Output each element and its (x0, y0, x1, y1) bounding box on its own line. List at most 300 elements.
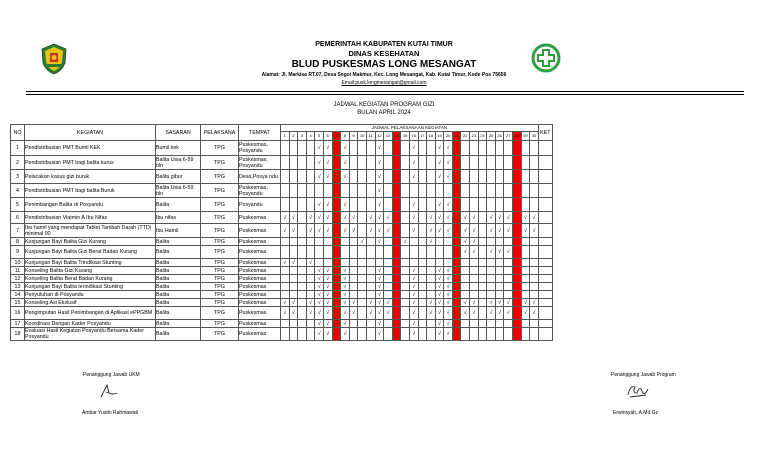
day-cell (384, 275, 393, 283)
table-row (11, 328, 553, 341)
row-tempat: Puskesmas (239, 246, 281, 259)
day-cell (444, 259, 453, 267)
day-cell (298, 212, 307, 224)
day-cell (384, 267, 393, 275)
day-cell (349, 156, 358, 170)
row-kegiatan: Kunjungan Bayi Balita Gizi Kurang (25, 238, 156, 246)
org-name: BLUD PUSKESMAS LONG MESANGAT (291, 59, 477, 70)
table-row (11, 320, 553, 328)
day-cell (530, 141, 539, 156)
check-mark: √ (495, 212, 504, 224)
day-cell (452, 291, 461, 299)
day-cell (332, 267, 341, 275)
day-cell (358, 170, 367, 184)
check-mark: √ (306, 212, 315, 224)
check-mark: √ (315, 224, 324, 238)
day-cell (530, 184, 539, 198)
check-mark: √ (461, 238, 470, 246)
row-ket (538, 291, 552, 299)
day-cell (306, 238, 315, 246)
day-cell (504, 259, 513, 267)
day-cell (289, 156, 298, 170)
check-mark: √ (341, 198, 350, 212)
check-mark: √ (427, 238, 436, 246)
day-cell (461, 320, 470, 328)
check-mark: √ (444, 299, 453, 307)
day-cell (444, 238, 453, 246)
day-cell (513, 170, 522, 184)
day-cell (392, 259, 401, 267)
check-mark: √ (358, 238, 367, 246)
day-cell (504, 198, 513, 212)
check-mark: √ (341, 275, 350, 283)
row-sasaran: Balita (156, 299, 201, 307)
row-number: 9 (11, 246, 25, 259)
check-mark: √ (427, 307, 436, 320)
day-cell (375, 259, 384, 267)
day-cell (349, 328, 358, 341)
day-cell (392, 238, 401, 246)
check-mark: √ (409, 170, 418, 184)
day-cell (461, 259, 470, 267)
day-cell (461, 141, 470, 156)
row-kegiatan: Konseling Asi Ekslusif (25, 299, 156, 307)
day-cell (470, 184, 479, 198)
day-cell (504, 328, 513, 341)
day-cell (401, 320, 410, 328)
row-number: 11 (11, 267, 25, 275)
check-mark: √ (341, 320, 350, 328)
header-tempat: TEMPAT (239, 125, 281, 141)
day-header: 26 (495, 132, 504, 141)
row-pelaksana: TPG (201, 275, 239, 283)
day-cell (478, 320, 487, 328)
day-cell (435, 184, 444, 198)
check-mark: √ (521, 224, 530, 238)
check-mark: √ (315, 141, 324, 156)
check-mark: √ (427, 224, 436, 238)
header-no: NO (11, 125, 25, 141)
day-cell (478, 238, 487, 246)
day-cell (384, 238, 393, 246)
day-cell (358, 259, 367, 267)
day-cell (392, 307, 401, 320)
day-cell (289, 170, 298, 184)
day-cell (349, 170, 358, 184)
check-mark: √ (409, 283, 418, 291)
day-cell (418, 156, 427, 170)
day-cell (452, 307, 461, 320)
check-mark: √ (289, 259, 298, 267)
day-cell (452, 259, 461, 267)
day-cell (530, 328, 539, 341)
day-cell (392, 198, 401, 212)
row-ket (538, 246, 552, 259)
day-cell (504, 238, 513, 246)
day-cell (332, 299, 341, 307)
day-cell (349, 238, 358, 246)
day-cell (470, 170, 479, 184)
row-sasaran: Balita (156, 328, 201, 341)
day-cell (384, 156, 393, 170)
row-ket (538, 299, 552, 307)
day-cell (427, 283, 436, 291)
day-cell (504, 267, 513, 275)
row-tempat: Puskesmas (239, 275, 281, 283)
day-cell (341, 259, 350, 267)
day-cell (306, 246, 315, 259)
check-mark: √ (435, 299, 444, 307)
day-cell (513, 328, 522, 341)
day-header: 29 (521, 132, 530, 141)
day-cell (478, 184, 487, 198)
day-cell (521, 320, 530, 328)
check-mark: √ (323, 212, 332, 224)
day-cell (444, 246, 453, 259)
table-row (11, 156, 553, 170)
day-cell (306, 267, 315, 275)
day-cell (470, 267, 479, 275)
row-sasaran: Ibu Hamil (156, 224, 201, 238)
row-sasaran: Balita gibur (156, 170, 201, 184)
check-mark: √ (444, 156, 453, 170)
check-mark: √ (487, 212, 496, 224)
day-cell (409, 238, 418, 246)
check-mark: √ (375, 291, 384, 299)
day-cell (349, 275, 358, 283)
day-cell (495, 275, 504, 283)
day-cell (401, 259, 410, 267)
day-cell (366, 259, 375, 267)
check-mark: √ (341, 299, 350, 307)
day-header: 2 (289, 132, 298, 141)
day-cell (452, 328, 461, 341)
day-cell (530, 283, 539, 291)
check-mark: √ (375, 238, 384, 246)
day-cell (366, 320, 375, 328)
day-cell (487, 283, 496, 291)
day-header: 25 (487, 132, 496, 141)
row-kegiatan: Kunjungan Bayi Balita Gizi Berat Badan Kurang (25, 246, 156, 259)
row-tempat: Puskesmas (239, 267, 281, 275)
day-cell (461, 267, 470, 275)
check-mark: √ (323, 328, 332, 341)
table-row (11, 307, 553, 320)
row-sasaran: Balita (156, 320, 201, 328)
check-mark: √ (323, 299, 332, 307)
row-tempat: Puskesmas, Posyandu (239, 141, 281, 156)
day-cell (427, 184, 436, 198)
day-header: 8 (341, 132, 350, 141)
check-mark: √ (504, 299, 513, 307)
day-cell (392, 246, 401, 259)
row-number: 2 (11, 156, 25, 170)
day-cell (461, 291, 470, 299)
row-kegiatan: Pengimputan Hasil Penimbangan di Aplikasi ePPGBM (25, 307, 156, 320)
day-cell (298, 170, 307, 184)
check-mark: √ (323, 170, 332, 184)
day-cell (332, 238, 341, 246)
day-cell (306, 283, 315, 291)
day-cell (504, 170, 513, 184)
check-mark: √ (435, 291, 444, 299)
row-tempat: Puskesmas (239, 238, 281, 246)
row-kegiatan: Penyuluhan di Posyandu (25, 291, 156, 299)
day-header: 28 (513, 132, 522, 141)
table-row (11, 267, 553, 275)
day-cell (461, 170, 470, 184)
check-mark: √ (341, 224, 350, 238)
check-mark: √ (315, 307, 324, 320)
day-cell (418, 307, 427, 320)
day-cell (427, 156, 436, 170)
day-cell (281, 198, 290, 212)
day-cell (495, 170, 504, 184)
row-pelaksana: TPG (201, 198, 239, 212)
day-cell (349, 246, 358, 259)
day-cell (281, 141, 290, 156)
day-cell (521, 184, 530, 198)
row-kegiatan: Pendistribusian Viatmin A Ibu Nifas (25, 212, 156, 224)
check-mark: √ (341, 291, 350, 299)
day-cell (401, 299, 410, 307)
check-mark: √ (384, 224, 393, 238)
check-mark: √ (521, 212, 530, 224)
letterhead (0, 40, 768, 88)
check-mark: √ (444, 212, 453, 224)
day-cell (289, 328, 298, 341)
day-cell (418, 198, 427, 212)
day-cell (298, 299, 307, 307)
day-cell (358, 275, 367, 283)
day-cell (418, 246, 427, 259)
check-mark: √ (530, 307, 539, 320)
day-cell (470, 283, 479, 291)
day-cell (452, 299, 461, 307)
check-mark: √ (409, 328, 418, 341)
day-cell (358, 307, 367, 320)
check-mark: √ (349, 224, 358, 238)
day-cell (504, 156, 513, 170)
check-mark: √ (289, 212, 298, 224)
day-cell (513, 198, 522, 212)
day-cell (435, 238, 444, 246)
day-header: 6 (323, 132, 332, 141)
row-pelaksana: TPG (201, 328, 239, 341)
email-link[interactable]: Email:pusk.longmesangat@gmail.com (341, 80, 427, 86)
check-mark: √ (409, 275, 418, 283)
day-cell (487, 320, 496, 328)
table-row (11, 246, 553, 259)
day-header: 23 (470, 132, 479, 141)
day-cell (281, 184, 290, 198)
check-mark: √ (487, 299, 496, 307)
day-cell (366, 283, 375, 291)
day-cell (470, 259, 479, 267)
day-cell (478, 267, 487, 275)
day-cell (401, 141, 410, 156)
day-cell (513, 259, 522, 267)
day-cell (332, 307, 341, 320)
row-tempat: Posyandu (239, 198, 281, 212)
row-tempat: Puskesmas (239, 307, 281, 320)
row-number: 1 (11, 141, 25, 156)
row-ket (538, 224, 552, 238)
day-cell (478, 246, 487, 259)
check-mark: √ (504, 212, 513, 224)
check-mark: √ (461, 307, 470, 320)
day-cell (289, 275, 298, 283)
day-cell (418, 267, 427, 275)
day-cell (281, 246, 290, 259)
check-mark: √ (323, 275, 332, 283)
table-row (11, 184, 553, 198)
table-row (11, 141, 553, 156)
check-mark: √ (444, 141, 453, 156)
row-sasaran: Balita Usia 6-59 bln (156, 184, 201, 198)
day-cell (478, 224, 487, 238)
check-mark: √ (375, 198, 384, 212)
day-cell (298, 184, 307, 198)
day-cell (487, 275, 496, 283)
row-number: 15 (11, 299, 25, 307)
check-mark: √ (315, 291, 324, 299)
day-cell (323, 184, 332, 198)
day-cell (281, 283, 290, 291)
day-cell (349, 291, 358, 299)
row-kegiatan: Konseling Balita Gizi Kurang (25, 267, 156, 275)
day-cell (418, 275, 427, 283)
check-mark: √ (289, 307, 298, 320)
day-cell (461, 184, 470, 198)
day-cell (392, 283, 401, 291)
day-cell (452, 141, 461, 156)
check-mark: √ (384, 299, 393, 307)
table-row (11, 259, 553, 267)
day-cell (427, 275, 436, 283)
day-cell (392, 141, 401, 156)
day-cell (521, 291, 530, 299)
day-cell (392, 184, 401, 198)
check-mark: √ (366, 224, 375, 238)
day-cell (487, 170, 496, 184)
day-cell (530, 156, 539, 170)
day-cell (418, 259, 427, 267)
day-cell (306, 184, 315, 198)
day-header: 17 (418, 132, 427, 141)
day-cell (315, 246, 324, 259)
day-cell (341, 184, 350, 198)
day-cell (384, 198, 393, 212)
day-cell (392, 299, 401, 307)
day-cell (401, 291, 410, 299)
day-cell (452, 184, 461, 198)
day-cell (487, 238, 496, 246)
row-ket (538, 212, 552, 224)
day-cell (495, 198, 504, 212)
row-number: 8 (11, 238, 25, 246)
day-cell (521, 238, 530, 246)
row-ket (538, 259, 552, 267)
check-mark: √ (289, 299, 298, 307)
check-mark: √ (306, 307, 315, 320)
row-number: 16 (11, 307, 25, 320)
day-cell (478, 212, 487, 224)
row-number: 6 (11, 212, 25, 224)
day-cell (298, 267, 307, 275)
check-mark: √ (487, 307, 496, 320)
day-cell (504, 141, 513, 156)
day-cell (530, 259, 539, 267)
day-header: 5 (315, 132, 324, 141)
day-cell (401, 267, 410, 275)
day-cell (298, 328, 307, 341)
day-cell (470, 320, 479, 328)
day-cell (478, 307, 487, 320)
check-mark: √ (281, 212, 290, 224)
day-cell (349, 141, 358, 156)
check-mark: √ (384, 307, 393, 320)
check-mark: √ (435, 267, 444, 275)
row-pelaksana: TPG (201, 259, 239, 267)
day-cell (513, 224, 522, 238)
check-mark: √ (504, 246, 513, 259)
row-ket (538, 184, 552, 198)
row-tempat: Puskesmas (239, 212, 281, 224)
check-mark: √ (435, 212, 444, 224)
check-mark: √ (444, 283, 453, 291)
check-mark: √ (487, 246, 496, 259)
day-cell (521, 141, 530, 156)
check-mark: √ (366, 299, 375, 307)
day-cell (478, 328, 487, 341)
day-cell (495, 267, 504, 275)
day-cell (452, 283, 461, 291)
row-number: 7 (11, 224, 25, 238)
check-mark: √ (409, 320, 418, 328)
check-mark: √ (504, 307, 513, 320)
row-pelaksana: TPG (201, 212, 239, 224)
day-cell (513, 156, 522, 170)
row-number: 10 (11, 259, 25, 267)
day-cell (427, 198, 436, 212)
left-signature-scribble (98, 383, 120, 399)
check-mark: √ (470, 299, 479, 307)
day-cell (358, 156, 367, 170)
day-cell (487, 259, 496, 267)
day-cell (418, 141, 427, 156)
day-cell (487, 328, 496, 341)
day-cell (530, 275, 539, 283)
row-pelaksana: TPG (201, 141, 239, 156)
day-cell (427, 328, 436, 341)
check-mark: √ (435, 283, 444, 291)
row-pelaksana: TPG (201, 283, 239, 291)
check-mark: √ (281, 259, 290, 267)
day-cell (452, 238, 461, 246)
dept-name: DINAS KESEHATAN (348, 49, 420, 58)
check-mark: √ (281, 224, 290, 238)
day-cell (530, 238, 539, 246)
day-cell (401, 283, 410, 291)
check-mark: √ (461, 246, 470, 259)
day-cell (298, 291, 307, 299)
day-cell (401, 307, 410, 320)
row-tempat: Puskesmas (239, 224, 281, 238)
day-cell (298, 224, 307, 238)
check-mark: √ (323, 224, 332, 238)
day-header: 9 (349, 132, 358, 141)
